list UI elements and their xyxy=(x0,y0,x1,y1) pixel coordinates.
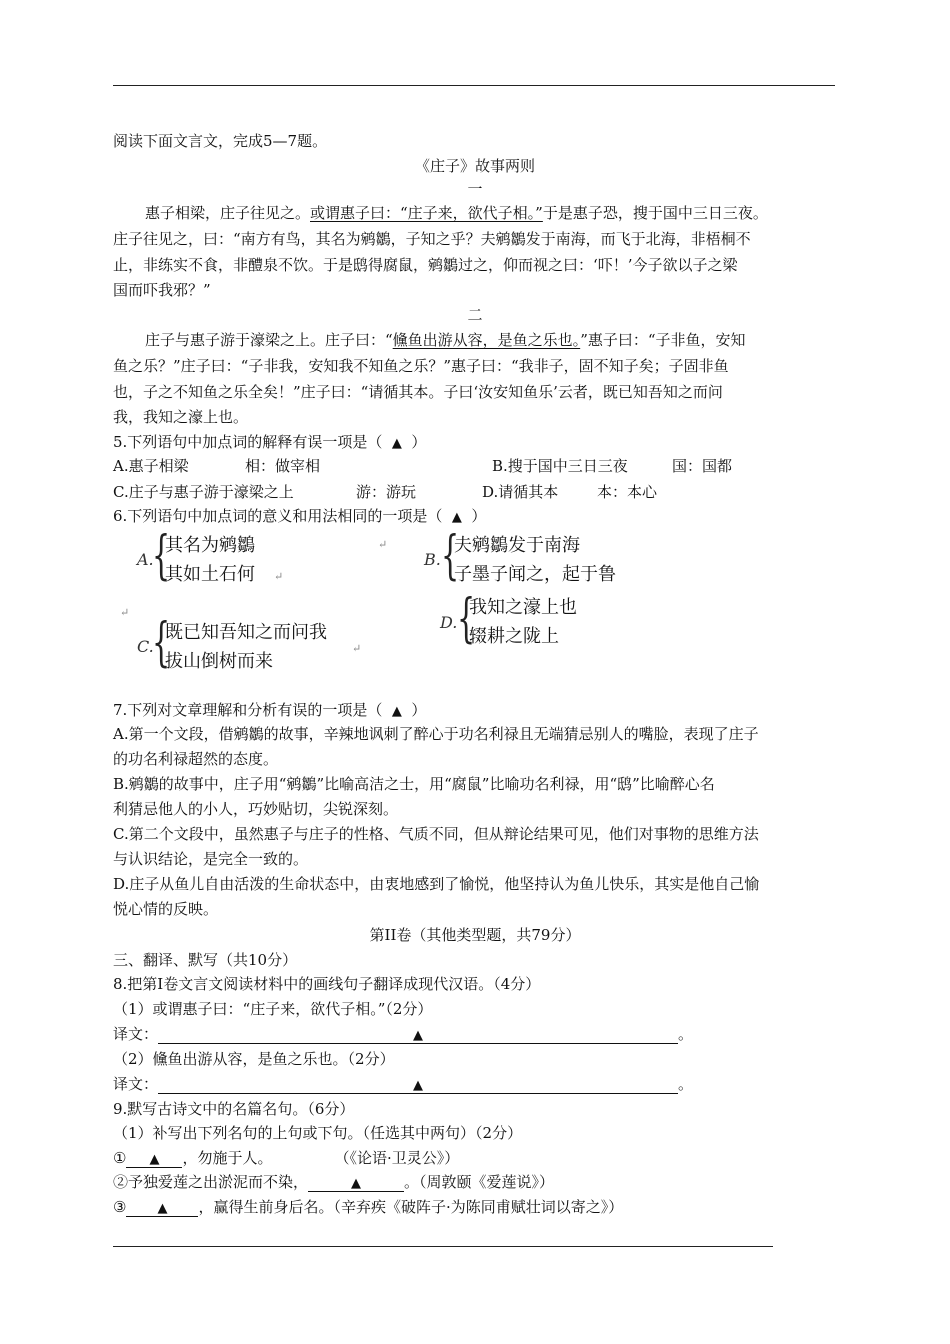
q6-option-a-line2: 其如土石何 xyxy=(165,564,255,585)
q5-stem: 5.下列语句中加点词的解释有误一项是（ ▲ ） xyxy=(113,433,427,451)
passage2-line1: 庄子与惠子游于濠梁之上。庄子曰：“儵鱼出游从容，是鱼之乐也。”惠子曰：“子非鱼，安知 xyxy=(145,331,746,349)
passage2-line3: 也，子之不知鱼之乐全矣！”庄子曰：“请循其本。子曰‘汝安知鱼乐’云者，既已知吾知之而问 xyxy=(113,383,723,401)
section-label-2: 二 xyxy=(467,306,483,324)
q6-letter-a: A. xyxy=(137,550,154,569)
underlined-sentence-2: 儵鱼出游从容，是鱼之乐也。 xyxy=(392,331,581,349)
q6-option-c-line2: 拔山倒树而来 xyxy=(165,651,273,672)
brace-icon: { xyxy=(152,526,171,586)
answer-mark: ▲ xyxy=(391,436,402,451)
q7-option-c-line1: C.第二个文段中，虽然惠子与庄子的性格、气质不同，但从辩论结果可见，他们对事物的思维方法 xyxy=(113,825,759,843)
top-rule xyxy=(113,85,835,86)
return-mark-icon: ↵ xyxy=(378,538,388,551)
q5-option-c-explain: 游：游玩 xyxy=(356,483,417,501)
q7-option-b-line1: B.鹓鶵的故事中，庄子用“鹓鶵”比喻高洁之士，用“腐鼠”比喻功名利禄，用“鸱”比喻醉心名 xyxy=(113,775,715,793)
volume2-title: 第II卷（其他类型题，共79分） xyxy=(369,926,581,944)
q5-option-b: B.搜于国中三日三夜 xyxy=(492,457,628,475)
q7-option-d-line1: D.庄子从鱼儿自由活泼的生命状态中，由衷地感到了愉悦，他坚持认为鱼儿快乐，其实是他自己愉 xyxy=(113,875,760,893)
q5-option-a-explain: 相：做宰相 xyxy=(245,457,321,475)
brace-icon: { xyxy=(457,589,476,649)
passage2-line2: 鱼之乐？”庄子曰：“子非我，安知我不知鱼之乐？”惠子曰：“我非子，固不知子矣；子固非鱼 xyxy=(113,357,729,375)
q8-answer-line2: 译文： ▲ 。 xyxy=(113,1075,694,1093)
passage1-line4: 国而吓我邪？” xyxy=(113,281,211,299)
passage1-line2: 庄子往见之，曰：“南方有鸟，其名为鹓鶵，子知之乎？夫鹓鶵发于南海，而飞于北海，非梧桐不 xyxy=(113,230,751,248)
q5-option-c: C.庄子与惠子游于濠梁之上 xyxy=(113,483,294,501)
return-mark-icon: ↵ xyxy=(274,570,284,583)
q6-letter-c: C. xyxy=(137,637,154,656)
brace-icon: { xyxy=(441,526,460,586)
fill-blank-2[interactable]: ▲ xyxy=(308,1173,404,1192)
q9-sub1: （1）补写出下列名句的上句或下句。（任选其中两句）（2分） xyxy=(113,1124,523,1142)
q5-option-d-explain: 本：本心 xyxy=(597,483,658,501)
fill-blank-3[interactable]: ▲ xyxy=(126,1198,198,1217)
q5-option-b-explain: 国：国都 xyxy=(672,457,733,475)
q8-sub1: （1）或谓惠子曰：“庄子来，欲代子相。”（2分） xyxy=(113,1000,433,1018)
q6-option-b-line1: 夫鹓鶵发于南海 xyxy=(454,535,580,556)
return-mark-icon: ↵ xyxy=(120,606,130,619)
q5-option-a: A.惠子相梁 xyxy=(113,457,189,475)
bottom-rule xyxy=(113,1246,773,1247)
q6-option-c-line1: 既已知吾知之而问我 xyxy=(165,622,327,643)
q7-option-b-line2: 利猜忌他人的小人，巧妙贴切，尖锐深刻。 xyxy=(113,800,399,818)
return-mark-icon: ↵ xyxy=(352,642,362,655)
passage1-line1: 惠子相梁，庄子往见之。或谓惠子曰：“庄子来，欲代子相。”于是惠子恐，搜于国中三日三夜。 xyxy=(145,204,768,222)
reading-instruction: 阅读下面文言文，完成5—7题。 xyxy=(113,132,328,150)
q8-sub2: （2）儵鱼出游从容，是鱼之乐也。（2分） xyxy=(113,1050,395,1068)
q7-option-c-line2: 与认识结论，是完全一致的。 xyxy=(113,850,309,868)
q6-letter-d: D. xyxy=(440,613,458,632)
translation-blank-2[interactable]: ▲ xyxy=(158,1075,678,1094)
q6-option-a-line1: 其名为鹓鶵 xyxy=(165,535,255,556)
q7-stem: 7.下列对文章理解和分析有误的一项是（ ▲ ） xyxy=(113,701,427,719)
answer-mark: ▲ xyxy=(391,704,402,719)
fill-blank-1[interactable]: ▲ xyxy=(126,1149,182,1168)
q9-item2: ②予独爱莲之出淤泥而不染， ▲ 。（周敦颐《爱莲说》） xyxy=(113,1173,555,1191)
q9-item1: ① ▲ ，勿施于人。 （《论语·卫灵公》） xyxy=(113,1149,460,1167)
q6-letter-b: B. xyxy=(424,550,441,569)
translation-blank-1[interactable]: ▲ xyxy=(158,1025,678,1044)
q7-option-a-line2: 的功名利禄超然的态度。 xyxy=(113,750,279,768)
passage2-line4: 我，我知之濠上也。 xyxy=(113,408,249,426)
section3-title: 三、翻译、默写（共10分） xyxy=(113,951,298,969)
q5-option-d: D.请循其本 xyxy=(482,483,559,501)
answer-mark: ▲ xyxy=(451,510,462,525)
q8-answer-line1: 译文： ▲ 。 xyxy=(113,1025,694,1043)
q6-stem: 6.下列语句中加点词的意义和用法相同的一项是（ ▲ ） xyxy=(113,507,487,525)
q9-stem: 9.默写古诗文中的名篇名句。（6分） xyxy=(113,1100,355,1118)
brace-icon: { xyxy=(152,613,171,673)
q9-item3: ③ ▲ ，赢得生前身后名。（辛弃疾《破阵子·为陈同甫赋壮词以寄之》） xyxy=(113,1198,624,1216)
passage-title: 《庄子》故事两则 xyxy=(414,157,535,175)
q6-option-d-line1: 我知之濠上也 xyxy=(469,597,577,618)
underlined-sentence-1: 或谓惠子曰：“庄子来，欲代子相。” xyxy=(310,204,543,222)
q6-option-d-line2: 辍耕之陇上 xyxy=(469,626,559,647)
passage1-line3: 止，非练实不食，非醴泉不饮。于是鸱得腐鼠，鹓鶵过之，仰而视之曰：‘吓！’今子欲以子之梁 xyxy=(113,256,738,274)
q8-stem: 8.把第I卷文言文阅读材料中的画线句子翻译成现代汉语。（4分） xyxy=(113,975,541,993)
section-label-1: 一 xyxy=(467,180,483,198)
q6-option-b-line2: 子墨子闻之，起于鲁 xyxy=(454,564,616,585)
q7-option-a-line1: A.第一个文段，借鹓鶵的故事，辛辣地讽刺了醉心于功名利禄且无端猜忌别人的嘴脸，表现了庄子 xyxy=(113,725,759,743)
q7-option-d-line2: 悦心情的反映。 xyxy=(113,900,219,918)
